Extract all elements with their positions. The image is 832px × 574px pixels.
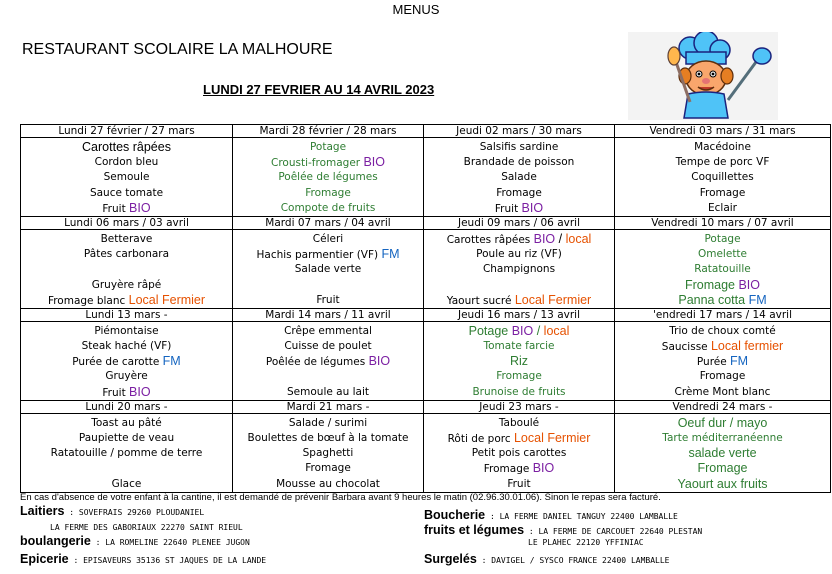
dish-item bbox=[615, 339, 830, 354]
menu-cell bbox=[424, 138, 615, 217]
dish-name: Eclair bbox=[708, 201, 737, 214]
supplier-label: Laitiers bbox=[20, 504, 65, 518]
dish-item bbox=[21, 140, 232, 155]
dish-item bbox=[615, 385, 830, 400]
dish-item bbox=[615, 155, 830, 170]
dish-name: Salsifis sardine bbox=[479, 141, 559, 153]
day-header: Mardi 07 mars / 04 avril bbox=[233, 216, 424, 229]
dish-item bbox=[21, 354, 232, 369]
dish-name: Fromage bbox=[496, 370, 542, 383]
dish-item bbox=[424, 262, 614, 277]
dish-item bbox=[233, 339, 423, 354]
label-badge: BIO bbox=[511, 323, 534, 338]
supplier-text: : LA FERME DANIEL TANGUY 22400 LAMBALLE bbox=[485, 512, 678, 521]
dish-item bbox=[615, 186, 830, 201]
dish-item bbox=[424, 369, 614, 384]
dish-name: Fruit bbox=[507, 477, 531, 490]
dish-name: Oeuf dur / mayo bbox=[677, 415, 768, 430]
dish-name: Fruit bbox=[316, 293, 340, 306]
dish-item bbox=[424, 155, 614, 170]
dish-item bbox=[615, 369, 830, 384]
dish-name: Hachis parmentier (VF) bbox=[256, 249, 382, 262]
dish-item bbox=[424, 293, 614, 308]
dish-item bbox=[21, 186, 232, 201]
label-badge: Local Fermier bbox=[128, 292, 206, 307]
dish-item bbox=[424, 477, 614, 492]
dish-name: Saucisse bbox=[661, 341, 711, 354]
day-header-row bbox=[21, 400, 831, 413]
day-header: Mardi 28 février / 28 mars bbox=[233, 125, 424, 138]
dish-item bbox=[615, 170, 830, 185]
label-separator: / bbox=[555, 231, 566, 246]
dish-name: Spaghetti bbox=[302, 447, 354, 460]
dish-name: Taboulé bbox=[498, 416, 540, 429]
label-badge: BIO bbox=[738, 277, 761, 292]
dish-item bbox=[615, 431, 830, 446]
dish-item bbox=[615, 278, 830, 293]
dish-name: Gruyère bbox=[105, 370, 148, 383]
label-badge: FM bbox=[162, 354, 181, 369]
dish-item bbox=[21, 201, 232, 216]
menu-row bbox=[21, 321, 831, 400]
label-badge: FM bbox=[748, 292, 767, 307]
day-header: Lundi 06 mars / 03 avril bbox=[21, 216, 233, 229]
day-header: Vendredi 10 mars / 07 avril bbox=[615, 216, 831, 229]
dish-name: Tarte méditerranéenne bbox=[662, 432, 783, 444]
dish-item bbox=[21, 293, 232, 308]
dish-item bbox=[233, 247, 423, 262]
dish-name: Salade / surimi bbox=[288, 416, 368, 429]
dish-item bbox=[233, 155, 423, 170]
dish-item bbox=[21, 461, 232, 476]
dish-item bbox=[233, 232, 423, 247]
dish-name: Glace bbox=[111, 477, 142, 490]
label-badge: BIO bbox=[129, 200, 151, 215]
menu-cell bbox=[424, 229, 615, 308]
menu-cell bbox=[21, 413, 233, 492]
dish-name: Purée de carotte bbox=[72, 356, 163, 369]
day-header: Lundi 27 février / 27 mars bbox=[21, 125, 233, 138]
dish-item bbox=[233, 278, 423, 293]
dish-name: Yaourt aux fruits bbox=[677, 476, 768, 491]
dish-name: Tempe de porc VF bbox=[675, 156, 770, 169]
day-header: Lundi 13 mars - bbox=[21, 308, 233, 321]
day-header: Jeudi 02 mars / 30 mars bbox=[424, 125, 615, 138]
dish-item bbox=[615, 201, 830, 216]
dish-item bbox=[615, 324, 830, 339]
dish-item bbox=[21, 339, 232, 354]
dish-item bbox=[21, 416, 232, 431]
menu-cell bbox=[21, 138, 233, 217]
dish-name: Betterave bbox=[100, 232, 153, 245]
label-badge: BIO bbox=[533, 231, 556, 246]
menu-cell bbox=[615, 229, 831, 308]
dish-name: Fromage bbox=[305, 462, 351, 475]
dish-name: Paupiette de veau bbox=[78, 432, 175, 444]
dish-name: Fromage bbox=[684, 277, 739, 292]
dish-name: Poêlée de légumes bbox=[265, 356, 369, 369]
dish-name: Semoule au lait bbox=[287, 385, 369, 398]
supplier-text: : LA ROMELINE 22640 PLENEE JUGON bbox=[90, 538, 250, 547]
dish-name: Fruit bbox=[494, 202, 522, 215]
menu-cell bbox=[424, 321, 615, 400]
dish-item bbox=[615, 416, 830, 431]
dish-name: Trio de choux comté bbox=[669, 324, 776, 337]
supplier-boulangerie bbox=[20, 532, 250, 550]
dish-name: Potage bbox=[309, 141, 347, 153]
dish-name: Brunoise de fruits bbox=[472, 385, 566, 398]
dish-item bbox=[424, 461, 614, 476]
supplier-label: Epicerie bbox=[20, 552, 69, 566]
menu-cell bbox=[21, 229, 233, 308]
dish-name: Tomate farcie bbox=[483, 340, 555, 353]
dish-name: Cuisse de poulet bbox=[284, 340, 372, 353]
menus-heading: MENUS bbox=[392, 2, 440, 17]
dish-item bbox=[233, 431, 423, 446]
menu-cell bbox=[615, 413, 831, 492]
chef-body-icon bbox=[684, 92, 728, 118]
dish-item bbox=[233, 140, 423, 155]
menu-cell bbox=[21, 321, 233, 400]
day-header: Jeudi 09 mars / 06 avril bbox=[424, 216, 615, 229]
day-header-row bbox=[21, 125, 831, 138]
dish-item bbox=[21, 446, 232, 461]
day-header: Jeudi 16 mars / 13 avril bbox=[424, 308, 615, 321]
menu-cell bbox=[233, 229, 424, 308]
dish-name: Fromage bbox=[699, 370, 746, 383]
label-badge: FM bbox=[730, 354, 749, 369]
dish-name: Rôti de porc bbox=[447, 433, 514, 445]
dish-name: Poêlée de légumes bbox=[278, 171, 378, 184]
dish-name: Fromage bbox=[483, 463, 533, 476]
dish-item bbox=[21, 155, 232, 170]
dish-name: Brandade de poisson bbox=[463, 156, 575, 169]
menu-cell bbox=[615, 138, 831, 217]
dish-item bbox=[233, 477, 423, 492]
supplier-text: : SOVEFRAIS 29260 PLOUDANIEL bbox=[64, 508, 205, 517]
day-header: 'endredi 17 mars / 14 avril bbox=[615, 308, 831, 321]
dish-item bbox=[424, 140, 614, 155]
dish-item bbox=[424, 324, 614, 339]
dish-item bbox=[615, 262, 830, 277]
dish-item bbox=[424, 170, 614, 185]
dish-name: Omelette bbox=[697, 248, 748, 261]
dish-name: Mousse au chocolat bbox=[276, 477, 380, 490]
label-badge: BIO bbox=[363, 155, 385, 170]
menu-cell bbox=[615, 321, 831, 400]
supplier-text: : EPISAVEURS 35136 ST JAQUES DE LA LANDE bbox=[68, 556, 267, 565]
dish-item bbox=[233, 201, 423, 216]
supplier-text: : DAVIGEL / SYSCO FRANCE 22400 LAMBALLE bbox=[476, 556, 670, 565]
dish-item bbox=[615, 354, 830, 369]
dish-item bbox=[21, 278, 232, 293]
dish-name: Carottes râpées bbox=[82, 140, 171, 154]
dish-name: Toast au pâté bbox=[91, 416, 162, 429]
dish-item bbox=[424, 385, 614, 400]
supplier-epicerie bbox=[20, 550, 266, 568]
dish-name: Gruyère râpé bbox=[91, 278, 162, 291]
dish-item bbox=[233, 416, 423, 431]
dish-name: Boulettes de bœuf à la tomate bbox=[247, 432, 409, 444]
dish-name: Purée bbox=[696, 356, 731, 369]
dish-name: Ratatouille bbox=[694, 263, 751, 276]
dish-name: Poule au riz (VF) bbox=[476, 248, 562, 261]
label-badge: local bbox=[565, 231, 592, 246]
dish-item bbox=[21, 385, 232, 400]
dish-name: Champignons bbox=[482, 263, 556, 276]
menu-cell bbox=[233, 321, 424, 400]
day-header-row bbox=[21, 308, 831, 321]
menu-cell bbox=[424, 413, 615, 492]
restaurant-title: RESTAURANT SCOLAIRE LA MALHOURE bbox=[22, 41, 333, 58]
dish-name: Carottes râpées bbox=[446, 233, 534, 246]
menu-cell bbox=[233, 413, 424, 492]
dish-item bbox=[233, 354, 423, 369]
dish-name: Crousti-fromager bbox=[271, 157, 364, 170]
day-header: Lundi 20 mars - bbox=[21, 400, 233, 413]
dish-name: Fromage bbox=[699, 186, 746, 199]
supplier-text: : LA FERME DE CARCOUET 22640 PLESTAN bbox=[524, 527, 703, 536]
menu-cell bbox=[233, 138, 424, 217]
supplier-label: Boucherie bbox=[424, 508, 486, 522]
dish-name: Crêpe emmental bbox=[284, 324, 372, 337]
day-header: Jeudi 23 mars - bbox=[424, 400, 615, 413]
supplier-label: boulangerie bbox=[20, 534, 91, 548]
dish-name: Fromage bbox=[697, 461, 748, 476]
dish-name: Piémontaise bbox=[94, 324, 159, 337]
dish-item bbox=[21, 262, 232, 277]
menu-row bbox=[21, 138, 831, 217]
dish-item bbox=[233, 324, 423, 339]
dish-name: Fruit bbox=[102, 386, 130, 399]
menu-row bbox=[21, 229, 831, 308]
supplier-laitiers bbox=[20, 502, 204, 520]
dish-item bbox=[615, 293, 830, 308]
dish-item bbox=[21, 324, 232, 339]
label-badge: FM bbox=[381, 247, 400, 262]
dish-name: Céleri bbox=[312, 232, 344, 245]
dish-item bbox=[424, 247, 614, 262]
dish-item bbox=[233, 446, 423, 461]
dish-item bbox=[615, 461, 830, 476]
dish-name: Fromage bbox=[305, 186, 351, 199]
dish-item bbox=[21, 232, 232, 247]
supplier-label: fruits et légumes bbox=[424, 523, 525, 537]
dish-name: Riz bbox=[509, 354, 529, 369]
dish-item bbox=[424, 232, 614, 247]
menu-table bbox=[20, 124, 831, 493]
dish-item bbox=[424, 201, 614, 216]
dish-name: Macédoine bbox=[694, 141, 751, 153]
dish-item bbox=[424, 431, 614, 446]
dish-name: salade verte bbox=[688, 446, 757, 461]
supplier-fruits-2: LE PLAHEC 22120 YFFINIAC bbox=[528, 538, 644, 547]
dish-item bbox=[615, 232, 830, 247]
dish-name: Potage bbox=[704, 232, 741, 245]
dish-item bbox=[21, 247, 232, 262]
label-badge: Local Fermier bbox=[513, 431, 591, 445]
dish-item bbox=[21, 170, 232, 185]
dish-name: Potage bbox=[468, 323, 512, 338]
dish-item bbox=[21, 431, 232, 446]
dish-item bbox=[21, 477, 232, 492]
menu-row bbox=[21, 413, 831, 492]
dish-name: Salade bbox=[501, 171, 537, 184]
day-header: Vendredi 24 mars - bbox=[615, 400, 831, 413]
absence-note: En cas d'absence de votre enfant à la cantine, il est demandé de prévenir Barbara avant 9 heures le matin (02.96.30.01.06). Sinon le repas sera facturé. bbox=[20, 492, 661, 503]
dish-item bbox=[233, 461, 423, 476]
dish-name: Cordon bleu bbox=[94, 156, 159, 169]
dish-item bbox=[424, 416, 614, 431]
dish-name: Panna cotta bbox=[678, 292, 749, 307]
supplier-label: Surgelés bbox=[424, 552, 477, 566]
dish-name: Fromage blanc bbox=[47, 294, 129, 307]
dish-item bbox=[615, 140, 830, 155]
dish-item bbox=[233, 385, 423, 400]
dish-name: Compote de fruits bbox=[280, 201, 376, 214]
dish-item bbox=[424, 339, 614, 354]
dish-name: Semoule bbox=[103, 171, 150, 184]
dish-name: Salade verte bbox=[294, 263, 362, 276]
label-badge: BIO bbox=[129, 384, 151, 399]
dish-item bbox=[233, 186, 423, 201]
dish-item bbox=[615, 446, 830, 461]
dish-name: Steak haché (VF) bbox=[81, 340, 172, 353]
label-badge: BIO bbox=[532, 461, 555, 476]
dish-item bbox=[615, 247, 830, 262]
dish-item bbox=[233, 293, 423, 308]
dish-name: Fromage bbox=[496, 186, 542, 199]
day-header: Mardi 21 mars - bbox=[233, 400, 424, 413]
dish-name: Sauce tomate bbox=[89, 186, 164, 199]
label-badge: BIO bbox=[521, 200, 544, 215]
dish-name: Coquillettes bbox=[691, 171, 754, 184]
dish-item bbox=[424, 278, 614, 293]
dish-name: Fruit bbox=[102, 202, 130, 215]
dish-name: Crème Mont blanc bbox=[674, 385, 771, 398]
label-separator: / bbox=[533, 323, 544, 338]
dish-item bbox=[233, 262, 423, 277]
supplier-fruits bbox=[424, 521, 702, 539]
dish-item bbox=[424, 186, 614, 201]
dish-item bbox=[233, 170, 423, 185]
label-badge: BIO bbox=[368, 354, 391, 369]
dish-item bbox=[424, 354, 614, 369]
dish-item bbox=[615, 477, 830, 492]
label-badge: local bbox=[543, 323, 570, 338]
supplier-laitiers-2: LA FERME DES GABORIAUX 22270 SAINT RIEUL bbox=[50, 523, 243, 532]
dish-item bbox=[233, 369, 423, 384]
dish-name: Ratatouille / pomme de terre bbox=[50, 447, 203, 460]
dish-name: Yaourt sucré bbox=[446, 294, 515, 307]
day-header-row bbox=[21, 216, 831, 229]
label-badge: Local Fermier bbox=[514, 292, 592, 307]
day-header: Vendredi 03 mars / 31 mars bbox=[615, 125, 831, 138]
period-title: LUNDI 27 FEVRIER AU 14 AVRIL 2023 bbox=[203, 82, 435, 97]
dish-name: Pâtes carbonara bbox=[83, 248, 170, 261]
label-badge: Local fermier bbox=[710, 339, 784, 354]
chef-illustration bbox=[628, 32, 778, 120]
day-header: Mardi 14 mars / 11 avril bbox=[233, 308, 424, 321]
dish-item bbox=[424, 446, 614, 461]
dish-item bbox=[21, 369, 232, 384]
dish-name: Petit pois carottes bbox=[471, 447, 567, 460]
supplier-surgeles bbox=[424, 550, 669, 568]
